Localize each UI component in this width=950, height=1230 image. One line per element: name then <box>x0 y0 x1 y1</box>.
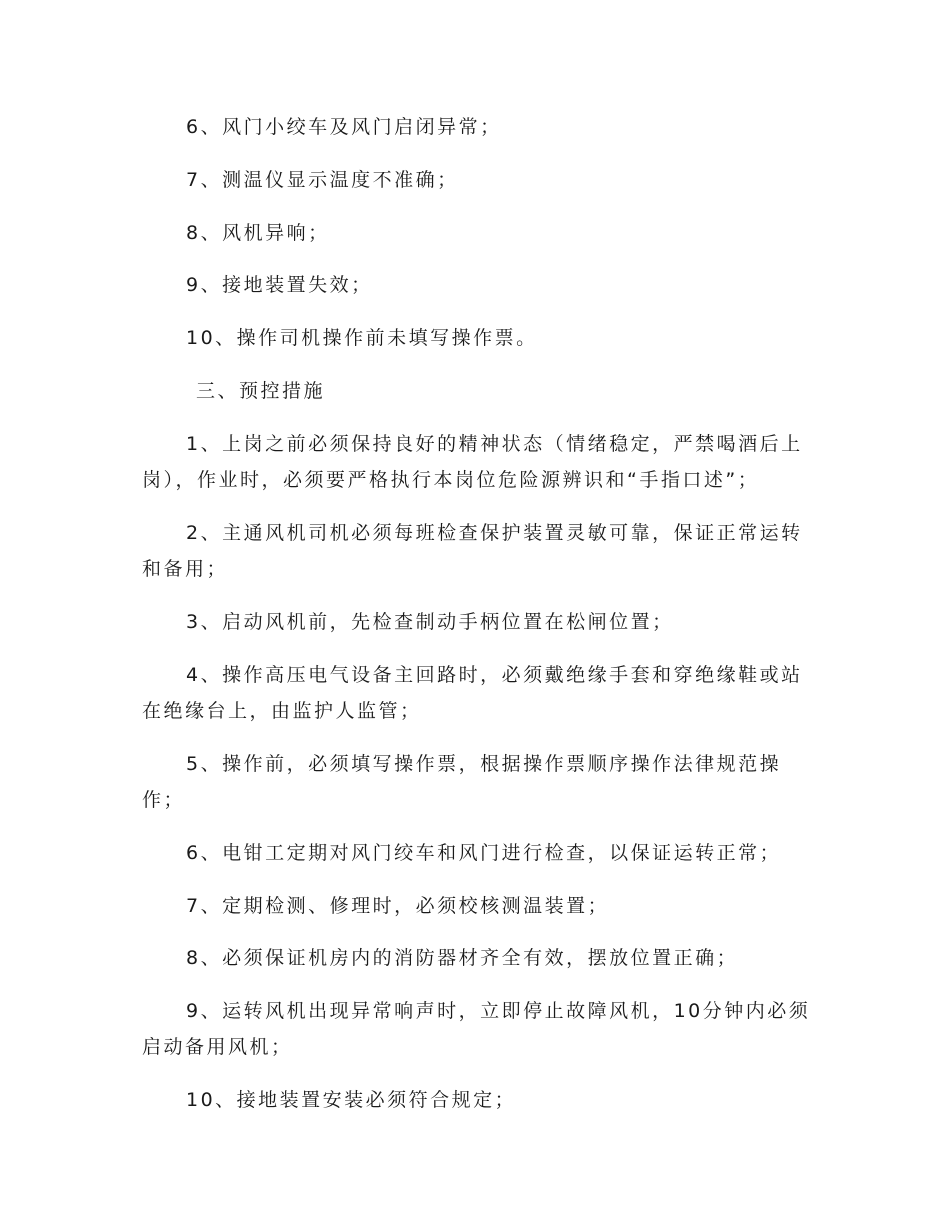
risk-item-7: 7、测温仪显示温度不准确； <box>186 169 459 191</box>
measure-5-line2: 作； <box>142 789 186 811</box>
measure-7-line1: 7、定期检测、修理时，必须校核测温装置； <box>186 895 610 917</box>
risk-item-6: 6、风门小绞车及风门启闭异常； <box>186 116 502 138</box>
measure-9-line1: 9、运转风机出现异常响声时，立即停止故障风机，10分钟内必须 <box>186 1000 811 1022</box>
risk-item-8: 8、风机异响； <box>186 222 330 244</box>
measure-2-line1: 2、主通风机司机必须每班检查保护装置灵敏可靠，保证正常运转 <box>186 522 803 544</box>
risk-item-10: 10、操作司机操作前未填写操作票。 <box>186 327 538 349</box>
measure-8-line1: 8、必须保证机房内的消防器材齐全有效，摆放位置正确； <box>186 947 739 969</box>
risk-item-9: 9、接地装置失效； <box>186 274 373 296</box>
measure-5-line1: 5、操作前，必须填写操作票，根据操作票顺序操作法律规范操 <box>186 753 782 775</box>
measure-4-line2: 在绝缘台上，由监护人监管； <box>142 700 422 722</box>
measure-10-line1: 10、接地装置安装必须符合规定； <box>186 1089 517 1111</box>
measure-4-line1: 4、操作高压电气设备主回路时，必须戴绝缘手套和穿绝缘鞋或站 <box>186 664 803 686</box>
measure-6-line1: 6、电钳工定期对风门绞车和风门进行检查，以保证运转正常； <box>186 842 782 864</box>
measure-9-line2: 启动备用风机； <box>142 1036 293 1058</box>
measure-2-line2: 和备用； <box>142 558 229 580</box>
section-title: 三、预控措施 <box>196 380 326 402</box>
measure-1-line2: 岗），作业时，必须要严格执行本岗位危险源辨识和“手指口述”； <box>142 469 760 491</box>
measure-1-line1: 1、上岗之前必须保持良好的精神状态（情绪稳定，严禁喝酒后上 <box>186 433 803 455</box>
measure-3-line1: 3、启动风机前，先检查制动手柄位置在松闸位置； <box>186 611 674 633</box>
